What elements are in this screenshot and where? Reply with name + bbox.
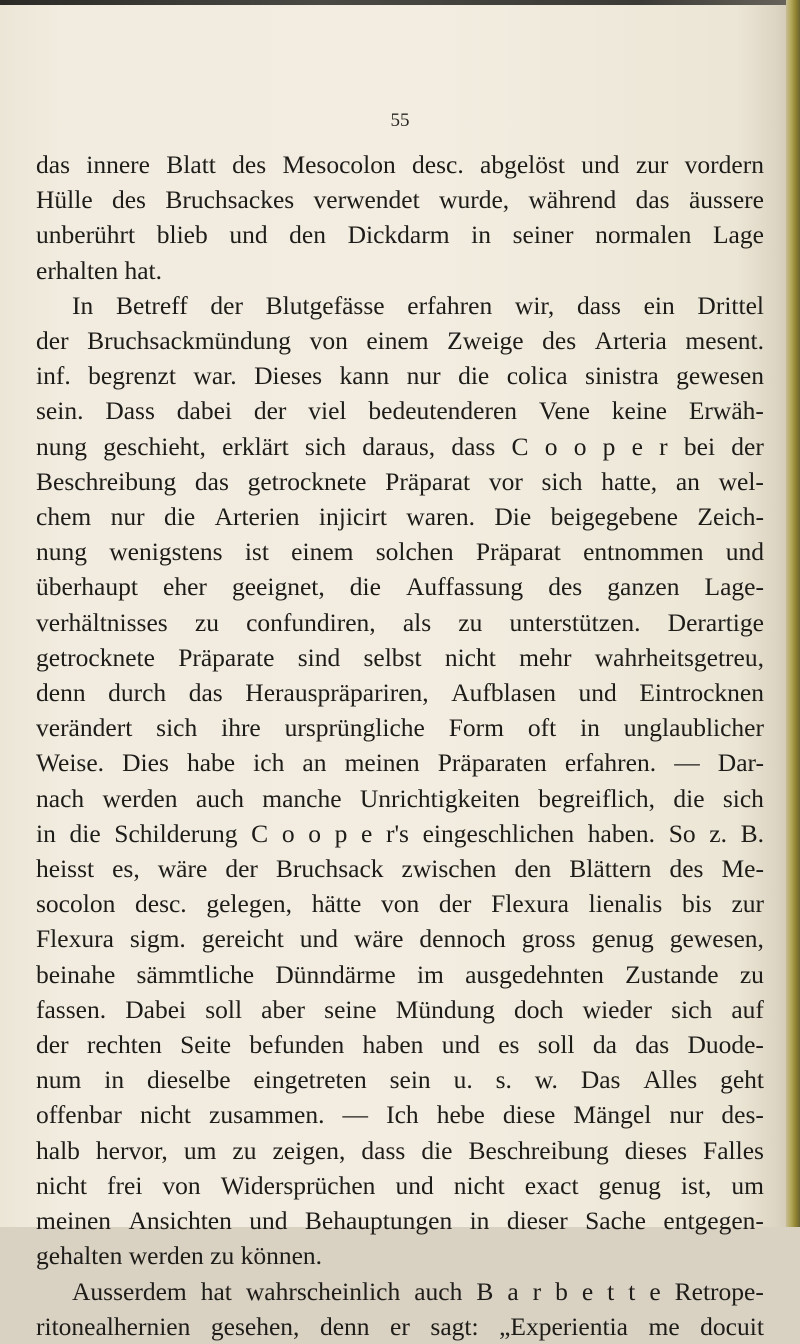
text-line: in die Schilderung C o o p e r's eingeschlichen haben. So z. B. [36,818,764,848]
text-line: der rechten Seite befunden haben und es soll da das Duode- [36,1030,764,1060]
text-line: ritonealhernien gesehen, denn er sagt: „Experientia me docuit [36,1311,764,1341]
text-line: das innere Blatt des Mesocolon desc. abgelöst und zur vordern [36,150,764,179]
text-line: meinen Ansichten und Behauptungen in dieser Sache entgegen- [36,1206,764,1236]
text-line: chem nur die Arterien injicirt waren. Die beigegebene Zeich- [36,502,764,532]
text-line: erhalten hat. [36,255,163,285]
text-line: verhältnisses zu confundiren, als zu unterstützen. Derartige [36,607,764,637]
text-line: Flexura sigm. gereicht und wäre dennoch gross genug gewesen, [36,924,764,954]
text-line: Hülle des Bruchsackes verwendet wurde, während das äussere [36,185,764,215]
text-line: unberührt blieb und den Dickdarm in seiner normalen Lage [36,220,764,250]
text-line: nung wenigstens ist einem solchen Präparat entnommen und [36,537,764,567]
text-line: num in dieselbe eingetreten sein u. s. w. Das Alles geht [36,1065,764,1095]
text-line: inf. begrenzt war. Dieses kann nur die colica sinistra gewesen [36,361,764,391]
text-line: heisst es, wäre der Bruchsack zwischen den Blättern des Me- [36,854,764,884]
text-line: überhaupt eher geeignet, die Auffassung des ganzen Lage- [36,572,764,602]
text-line: Ausserdem hat wahrscheinlich auch B a r b e t t e Retrope- [72,1276,764,1306]
text-line: socolon desc. gelegen, hätte von der Flexura lienalis bis zur [36,889,764,919]
text-line: verändert sich ihre ursprüngliche Form oft in unglaublicher [36,713,764,743]
text-line: sein. Dass dabei der viel bedeutenderen Vene keine Erwäh- [36,396,764,426]
text-line: denn durch das Herauspräpariren, Aufblasen und Eintrocknen [36,678,764,708]
text-line: Beschreibung das getrocknete Präparat vor sich hatte, an wel- [36,466,764,496]
text-line: In Betreff der Blutgefässe erfahren wir, dass ein Drittel [72,290,764,320]
text-line: nicht frei von Widersprüchen und nicht exact genug ist, um [36,1170,764,1200]
text-line: beinahe sämmtliche Dünndärme im ausgedehnten Zustande zu [36,959,764,989]
text-line: fassen. Dabei soll aber seine Mündung doch wieder sich auf [36,994,764,1024]
body-text [36,147,764,1344]
text-line: Weise. Dies habe ich an meinen Präparaten erfahren. — Dar- [36,748,764,778]
page-number: 55 [390,110,410,131]
text-line: nach werden auch manche Unrichtigkeiten begreiflich, die sich [36,783,764,813]
page-top-edge [0,0,800,5]
text-line: offenbar nicht zusammen. — Ich hebe diese Mängel nur des- [36,1100,764,1130]
text-line: halb hervor, um zu zeigen, dass die Beschreibung dieses Falles [36,1135,764,1165]
page-binding-edge [786,0,800,1227]
text-line: der Bruchsackmündung von einem Zweige des Arteria mesent. [36,326,764,356]
text-line: nung geschieht, erklärt sich daraus, dass C o o p e r bei der [36,431,764,461]
text-line: gehalten werden zu können. [36,1241,323,1271]
text-line: getrocknete Präparate sind selbst nicht mehr wahrheitsgetreu, [36,642,764,672]
